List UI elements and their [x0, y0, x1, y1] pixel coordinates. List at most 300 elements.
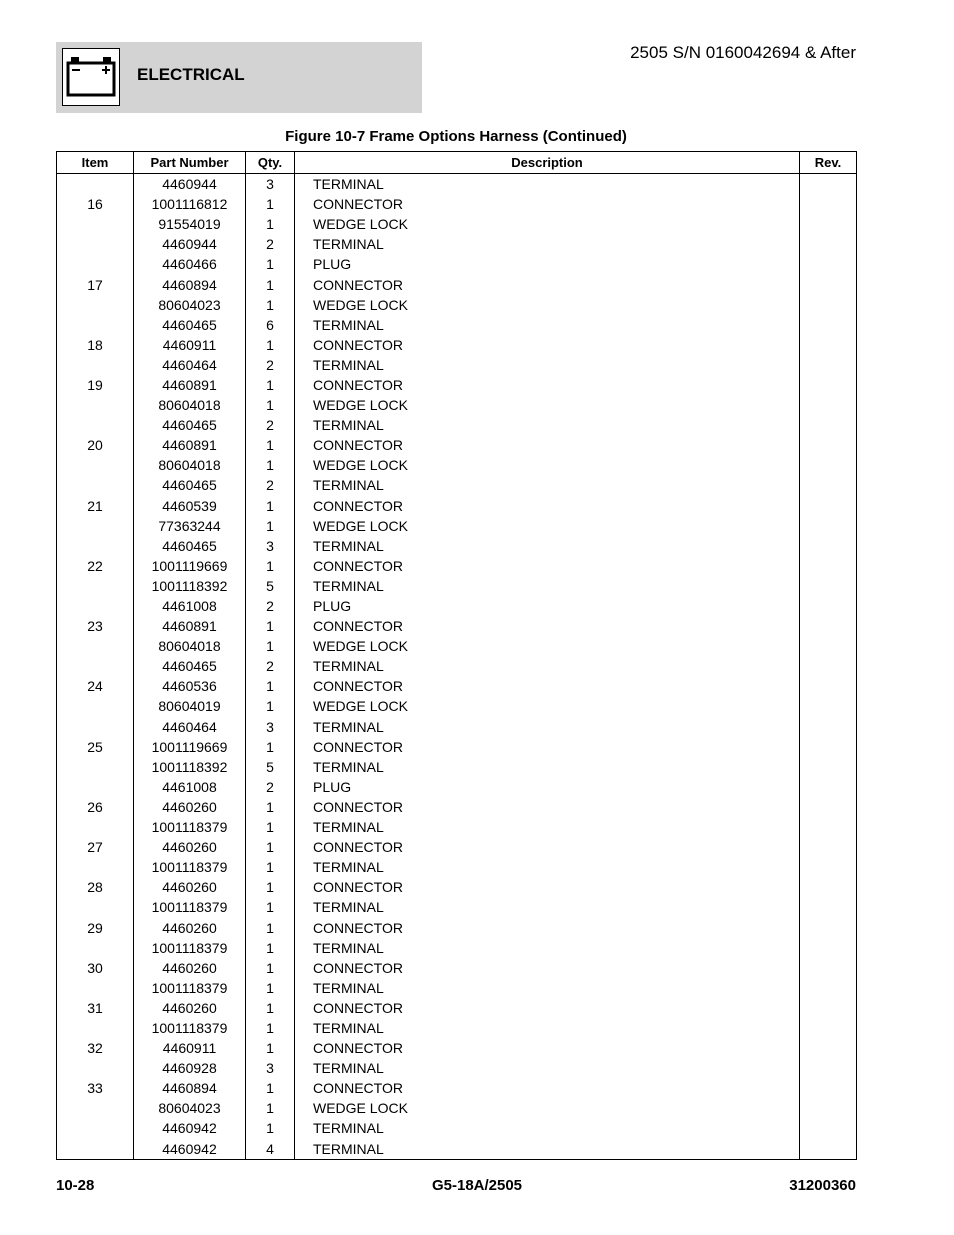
part-number-cell: 1001118379	[134, 978, 246, 998]
item-cell	[57, 576, 134, 596]
description-cell: CONNECTOR	[295, 496, 800, 516]
qty-cell: 1	[246, 214, 295, 234]
item-cell	[57, 777, 134, 797]
part-number-cell: 4460911	[134, 335, 246, 355]
rev-cell	[800, 295, 857, 315]
column-header-description: Description	[295, 152, 800, 174]
qty-cell: 1	[246, 837, 295, 857]
rev-cell	[800, 737, 857, 757]
table-row	[57, 415, 857, 435]
rev-cell	[800, 978, 857, 998]
table-row	[57, 335, 857, 355]
rev-cell	[800, 1118, 857, 1138]
item-cell	[57, 315, 134, 335]
item-cell	[57, 1098, 134, 1118]
rev-cell	[800, 496, 857, 516]
table-row	[57, 656, 857, 676]
table-row	[57, 455, 857, 475]
item-cell: 27	[57, 837, 134, 857]
rev-cell	[800, 234, 857, 254]
model-number: G5-18A/2505	[431, 1177, 523, 1194]
qty-cell: 1	[246, 1078, 295, 1098]
table-row	[57, 857, 857, 877]
rev-cell	[800, 696, 857, 716]
qty-cell: 1	[246, 274, 295, 294]
rev-cell	[800, 1098, 857, 1118]
rev-cell	[800, 1139, 857, 1160]
table-row	[57, 214, 857, 234]
description-cell: CONNECTOR	[295, 1078, 800, 1098]
description-cell: CONNECTOR	[295, 435, 800, 455]
table-row	[57, 1038, 857, 1058]
part-number-cell: 77363244	[134, 516, 246, 536]
description-cell: TERMINAL	[295, 1018, 800, 1038]
item-cell: 30	[57, 958, 134, 978]
item-cell	[57, 817, 134, 837]
part-number-cell: 80604018	[134, 636, 246, 656]
qty-cell: 1	[246, 616, 295, 636]
item-cell	[57, 415, 134, 435]
table-row	[57, 616, 857, 636]
qty-cell: 2	[246, 415, 295, 435]
item-cell	[57, 757, 134, 777]
table-row	[57, 636, 857, 656]
table-row	[57, 998, 857, 1018]
table-row	[57, 1078, 857, 1098]
table-row	[57, 1058, 857, 1078]
table-row	[57, 254, 857, 274]
table-row	[57, 938, 857, 958]
qty-cell: 2	[246, 777, 295, 797]
description-cell: WEDGE LOCK	[295, 1098, 800, 1118]
rev-cell	[800, 757, 857, 777]
description-cell: CONNECTOR	[295, 877, 800, 897]
item-cell	[57, 978, 134, 998]
part-number-cell: 91554019	[134, 214, 246, 234]
rev-cell	[800, 817, 857, 837]
table-row	[57, 717, 857, 737]
item-cell	[57, 1139, 134, 1160]
item-cell	[57, 214, 134, 234]
rev-cell	[800, 536, 857, 556]
item-cell	[57, 596, 134, 616]
figure-title: Figure 10-7 Frame Options Harness (Continued)	[285, 128, 627, 145]
rev-cell	[800, 777, 857, 797]
part-number-cell: 4460260	[134, 797, 246, 817]
qty-cell: 3	[246, 536, 295, 556]
table-row	[57, 315, 857, 335]
rev-cell	[800, 676, 857, 696]
part-number-cell: 4460911	[134, 1038, 246, 1058]
qty-cell: 1	[246, 1098, 295, 1118]
rev-cell	[800, 656, 857, 676]
item-cell	[57, 355, 134, 375]
column-header-rev: Rev.	[800, 152, 857, 174]
qty-cell: 1	[246, 817, 295, 837]
qty-cell: 1	[246, 978, 295, 998]
item-cell: 26	[57, 797, 134, 817]
qty-cell: 1	[246, 958, 295, 978]
rev-cell	[800, 917, 857, 937]
description-cell: TERMINAL	[295, 1058, 800, 1078]
item-cell	[57, 897, 134, 917]
item-cell	[57, 455, 134, 475]
part-number-cell: 1001118392	[134, 757, 246, 777]
description-cell: WEDGE LOCK	[295, 696, 800, 716]
rev-cell	[800, 455, 857, 475]
table-row	[57, 596, 857, 616]
table-row	[57, 837, 857, 857]
qty-cell: 1	[246, 375, 295, 395]
description-cell: CONNECTOR	[295, 737, 800, 757]
table-row	[57, 1139, 857, 1160]
part-number-cell: 4460891	[134, 616, 246, 636]
rev-cell	[800, 636, 857, 656]
item-cell: 31	[57, 998, 134, 1018]
table-row	[57, 978, 857, 998]
rev-cell	[800, 415, 857, 435]
rev-cell	[800, 194, 857, 214]
battery-icon	[62, 48, 120, 106]
qty-cell: 1	[246, 737, 295, 757]
description-cell: CONNECTOR	[295, 837, 800, 857]
qty-cell: 2	[246, 475, 295, 495]
qty-cell: 1	[246, 938, 295, 958]
part-number-cell: 1001118392	[134, 576, 246, 596]
description-cell: TERMINAL	[295, 355, 800, 375]
description-cell: TERMINAL	[295, 536, 800, 556]
qty-cell: 1	[246, 254, 295, 274]
qty-cell: 1	[246, 1118, 295, 1138]
table-row	[57, 1118, 857, 1138]
item-cell: 23	[57, 616, 134, 636]
table-row	[57, 1098, 857, 1118]
description-cell: TERMINAL	[295, 234, 800, 254]
table-row	[57, 435, 857, 455]
qty-cell: 1	[246, 455, 295, 475]
rev-cell	[800, 958, 857, 978]
item-cell: 18	[57, 335, 134, 355]
part-number-cell: 1001119669	[134, 556, 246, 576]
item-cell: 32	[57, 1038, 134, 1058]
table-row	[57, 958, 857, 978]
description-cell: TERMINAL	[295, 757, 800, 777]
part-number-cell: 1001116812	[134, 194, 246, 214]
part-number-cell: 80604018	[134, 455, 246, 475]
rev-cell	[800, 315, 857, 335]
rev-cell	[800, 596, 857, 616]
item-cell	[57, 174, 134, 195]
rev-cell	[800, 1038, 857, 1058]
rev-cell	[800, 877, 857, 897]
description-cell: WEDGE LOCK	[295, 395, 800, 415]
rev-cell	[800, 837, 857, 857]
serial-number: 2505 S/N 0160042694 & After	[630, 43, 856, 62]
item-cell: 21	[57, 496, 134, 516]
rev-cell	[800, 797, 857, 817]
rev-cell	[800, 938, 857, 958]
qty-cell: 2	[246, 234, 295, 254]
part-number-cell: 80604019	[134, 696, 246, 716]
part-number-cell: 1001118379	[134, 857, 246, 877]
part-number-cell: 1001118379	[134, 817, 246, 837]
table-header-row	[57, 152, 857, 174]
item-cell: 16	[57, 194, 134, 214]
part-number-cell: 4460465	[134, 536, 246, 556]
table-row	[57, 174, 857, 195]
qty-cell: 1	[246, 917, 295, 937]
item-cell	[57, 717, 134, 737]
description-cell: CONNECTOR	[295, 616, 800, 636]
item-cell	[57, 475, 134, 495]
item-cell: 25	[57, 737, 134, 757]
rev-cell	[800, 435, 857, 455]
description-cell: WEDGE LOCK	[295, 295, 800, 315]
rev-cell	[800, 1018, 857, 1038]
rev-cell	[800, 274, 857, 294]
table-row	[57, 757, 857, 777]
page-number: 10-28	[56, 1177, 95, 1194]
part-number-cell: 4460465	[134, 656, 246, 676]
rev-cell	[800, 897, 857, 917]
table-row	[57, 355, 857, 375]
description-cell: TERMINAL	[295, 315, 800, 335]
part-number-cell: 80604018	[134, 395, 246, 415]
part-number-cell: 4460928	[134, 1058, 246, 1078]
table-row	[57, 556, 857, 576]
part-number-cell: 4460260	[134, 917, 246, 937]
qty-cell: 1	[246, 435, 295, 455]
qty-cell: 1	[246, 877, 295, 897]
item-cell: 19	[57, 375, 134, 395]
column-header-qty: Qty.	[246, 152, 295, 174]
part-number-cell: 80604023	[134, 295, 246, 315]
part-number-cell: 4460464	[134, 355, 246, 375]
qty-cell: 2	[246, 656, 295, 676]
part-number-cell: 1001119669	[134, 737, 246, 757]
qty-cell: 5	[246, 576, 295, 596]
qty-cell: 3	[246, 174, 295, 195]
description-cell: CONNECTOR	[295, 958, 800, 978]
part-number-cell: 4460891	[134, 435, 246, 455]
part-number-cell: 4460260	[134, 958, 246, 978]
rev-cell	[800, 375, 857, 395]
part-number-cell: 4460260	[134, 837, 246, 857]
description-cell: TERMINAL	[295, 717, 800, 737]
rev-cell	[800, 475, 857, 495]
description-cell: CONNECTOR	[295, 676, 800, 696]
description-cell: WEDGE LOCK	[295, 516, 800, 536]
rev-cell	[800, 254, 857, 274]
rev-cell	[800, 998, 857, 1018]
rev-cell	[800, 616, 857, 636]
column-header-part-number: Part Number	[134, 152, 246, 174]
part-number-cell: 1001118379	[134, 897, 246, 917]
qty-cell: 1	[246, 1038, 295, 1058]
part-number-cell: 4460894	[134, 1078, 246, 1098]
description-cell: TERMINAL	[295, 817, 800, 837]
item-cell	[57, 234, 134, 254]
table-row	[57, 817, 857, 837]
table-row	[57, 496, 857, 516]
description-cell: WEDGE LOCK	[295, 636, 800, 656]
part-number-cell: 4461008	[134, 596, 246, 616]
section-header	[56, 42, 422, 113]
table-row	[57, 877, 857, 897]
part-number-cell: 4460465	[134, 475, 246, 495]
item-cell	[57, 1058, 134, 1078]
item-cell	[57, 536, 134, 556]
part-number-cell: 1001118379	[134, 1018, 246, 1038]
description-cell: CONNECTOR	[295, 335, 800, 355]
part-number-cell: 4460942	[134, 1118, 246, 1138]
section-title: ELECTRICAL	[137, 65, 245, 84]
part-number-cell: 4460539	[134, 496, 246, 516]
table-row	[57, 194, 857, 214]
rev-cell	[800, 717, 857, 737]
part-number-cell: 4460466	[134, 254, 246, 274]
qty-cell: 4	[246, 1139, 295, 1160]
item-cell: 24	[57, 676, 134, 696]
item-cell: 33	[57, 1078, 134, 1098]
part-number-cell: 4460465	[134, 315, 246, 335]
description-cell: TERMINAL	[295, 1118, 800, 1138]
table-row	[57, 917, 857, 937]
column-header-item: Item	[57, 152, 134, 174]
description-cell: TERMINAL	[295, 576, 800, 596]
item-cell: 22	[57, 556, 134, 576]
rev-cell	[800, 857, 857, 877]
part-number-cell: 4460465	[134, 415, 246, 435]
item-cell	[57, 395, 134, 415]
description-cell: PLUG	[295, 596, 800, 616]
qty-cell: 1	[246, 636, 295, 656]
rev-cell	[800, 1078, 857, 1098]
rev-cell	[800, 1058, 857, 1078]
part-number-cell: 1001118379	[134, 938, 246, 958]
description-cell: WEDGE LOCK	[295, 455, 800, 475]
description-cell: PLUG	[295, 254, 800, 274]
part-number-cell: 4460944	[134, 174, 246, 195]
part-number-cell: 4460894	[134, 274, 246, 294]
part-number-cell: 4460944	[134, 234, 246, 254]
item-cell	[57, 696, 134, 716]
table-row	[57, 536, 857, 556]
table-row	[57, 395, 857, 415]
table-row	[57, 234, 857, 254]
qty-cell: 1	[246, 395, 295, 415]
qty-cell: 1	[246, 857, 295, 877]
part-number-cell: 4461008	[134, 777, 246, 797]
description-cell: TERMINAL	[295, 475, 800, 495]
item-cell: 20	[57, 435, 134, 455]
item-cell	[57, 656, 134, 676]
description-cell: TERMINAL	[295, 656, 800, 676]
part-number-cell: 80604023	[134, 1098, 246, 1118]
item-cell	[57, 254, 134, 274]
part-number-cell: 4460891	[134, 375, 246, 395]
qty-cell: 2	[246, 596, 295, 616]
part-number-cell: 4460942	[134, 1139, 246, 1160]
table-row	[57, 375, 857, 395]
qty-cell: 1	[246, 194, 295, 214]
item-cell	[57, 636, 134, 656]
rev-cell	[800, 335, 857, 355]
part-number-cell: 4460260	[134, 998, 246, 1018]
description-cell: TERMINAL	[295, 415, 800, 435]
item-cell	[57, 295, 134, 315]
document-number: 31200360	[789, 1177, 856, 1194]
item-cell: 29	[57, 917, 134, 937]
table-row	[57, 516, 857, 536]
qty-cell: 1	[246, 897, 295, 917]
qty-cell: 1	[246, 335, 295, 355]
item-cell	[57, 938, 134, 958]
part-number-cell: 4460464	[134, 717, 246, 737]
qty-cell: 1	[246, 998, 295, 1018]
description-cell: TERMINAL	[295, 938, 800, 958]
qty-cell: 2	[246, 355, 295, 375]
rev-cell	[800, 576, 857, 596]
description-cell: CONNECTOR	[295, 797, 800, 817]
description-cell: TERMINAL	[295, 857, 800, 877]
rev-cell	[800, 355, 857, 375]
table-row	[57, 777, 857, 797]
rev-cell	[800, 516, 857, 536]
table-row	[57, 676, 857, 696]
qty-cell: 3	[246, 1058, 295, 1078]
table-row	[57, 696, 857, 716]
description-cell: PLUG	[295, 777, 800, 797]
table-row	[57, 737, 857, 757]
description-cell: TERMINAL	[295, 1139, 800, 1160]
description-cell: TERMINAL	[295, 174, 800, 195]
qty-cell: 1	[246, 797, 295, 817]
item-cell	[57, 1018, 134, 1038]
rev-cell	[800, 556, 857, 576]
description-cell: TERMINAL	[295, 978, 800, 998]
table-row	[57, 295, 857, 315]
description-cell: CONNECTOR	[295, 1038, 800, 1058]
description-cell: TERMINAL	[295, 897, 800, 917]
qty-cell: 1	[246, 1018, 295, 1038]
parts-table	[56, 151, 857, 1160]
qty-cell: 1	[246, 516, 295, 536]
table-row	[57, 897, 857, 917]
description-cell: WEDGE LOCK	[295, 214, 800, 234]
qty-cell: 1	[246, 295, 295, 315]
qty-cell: 1	[246, 556, 295, 576]
description-cell: CONNECTOR	[295, 375, 800, 395]
description-cell: CONNECTOR	[295, 274, 800, 294]
rev-cell	[800, 174, 857, 195]
description-cell: CONNECTOR	[295, 556, 800, 576]
parts-table-body	[57, 174, 857, 1160]
part-number-cell: 4460260	[134, 877, 246, 897]
qty-cell: 6	[246, 315, 295, 335]
table-row	[57, 576, 857, 596]
description-cell: CONNECTOR	[295, 194, 800, 214]
rev-cell	[800, 214, 857, 234]
description-cell: CONNECTOR	[295, 917, 800, 937]
table-row	[57, 797, 857, 817]
qty-cell: 1	[246, 676, 295, 696]
rev-cell	[800, 395, 857, 415]
qty-cell: 5	[246, 757, 295, 777]
item-cell	[57, 516, 134, 536]
item-cell: 17	[57, 274, 134, 294]
table-row	[57, 475, 857, 495]
